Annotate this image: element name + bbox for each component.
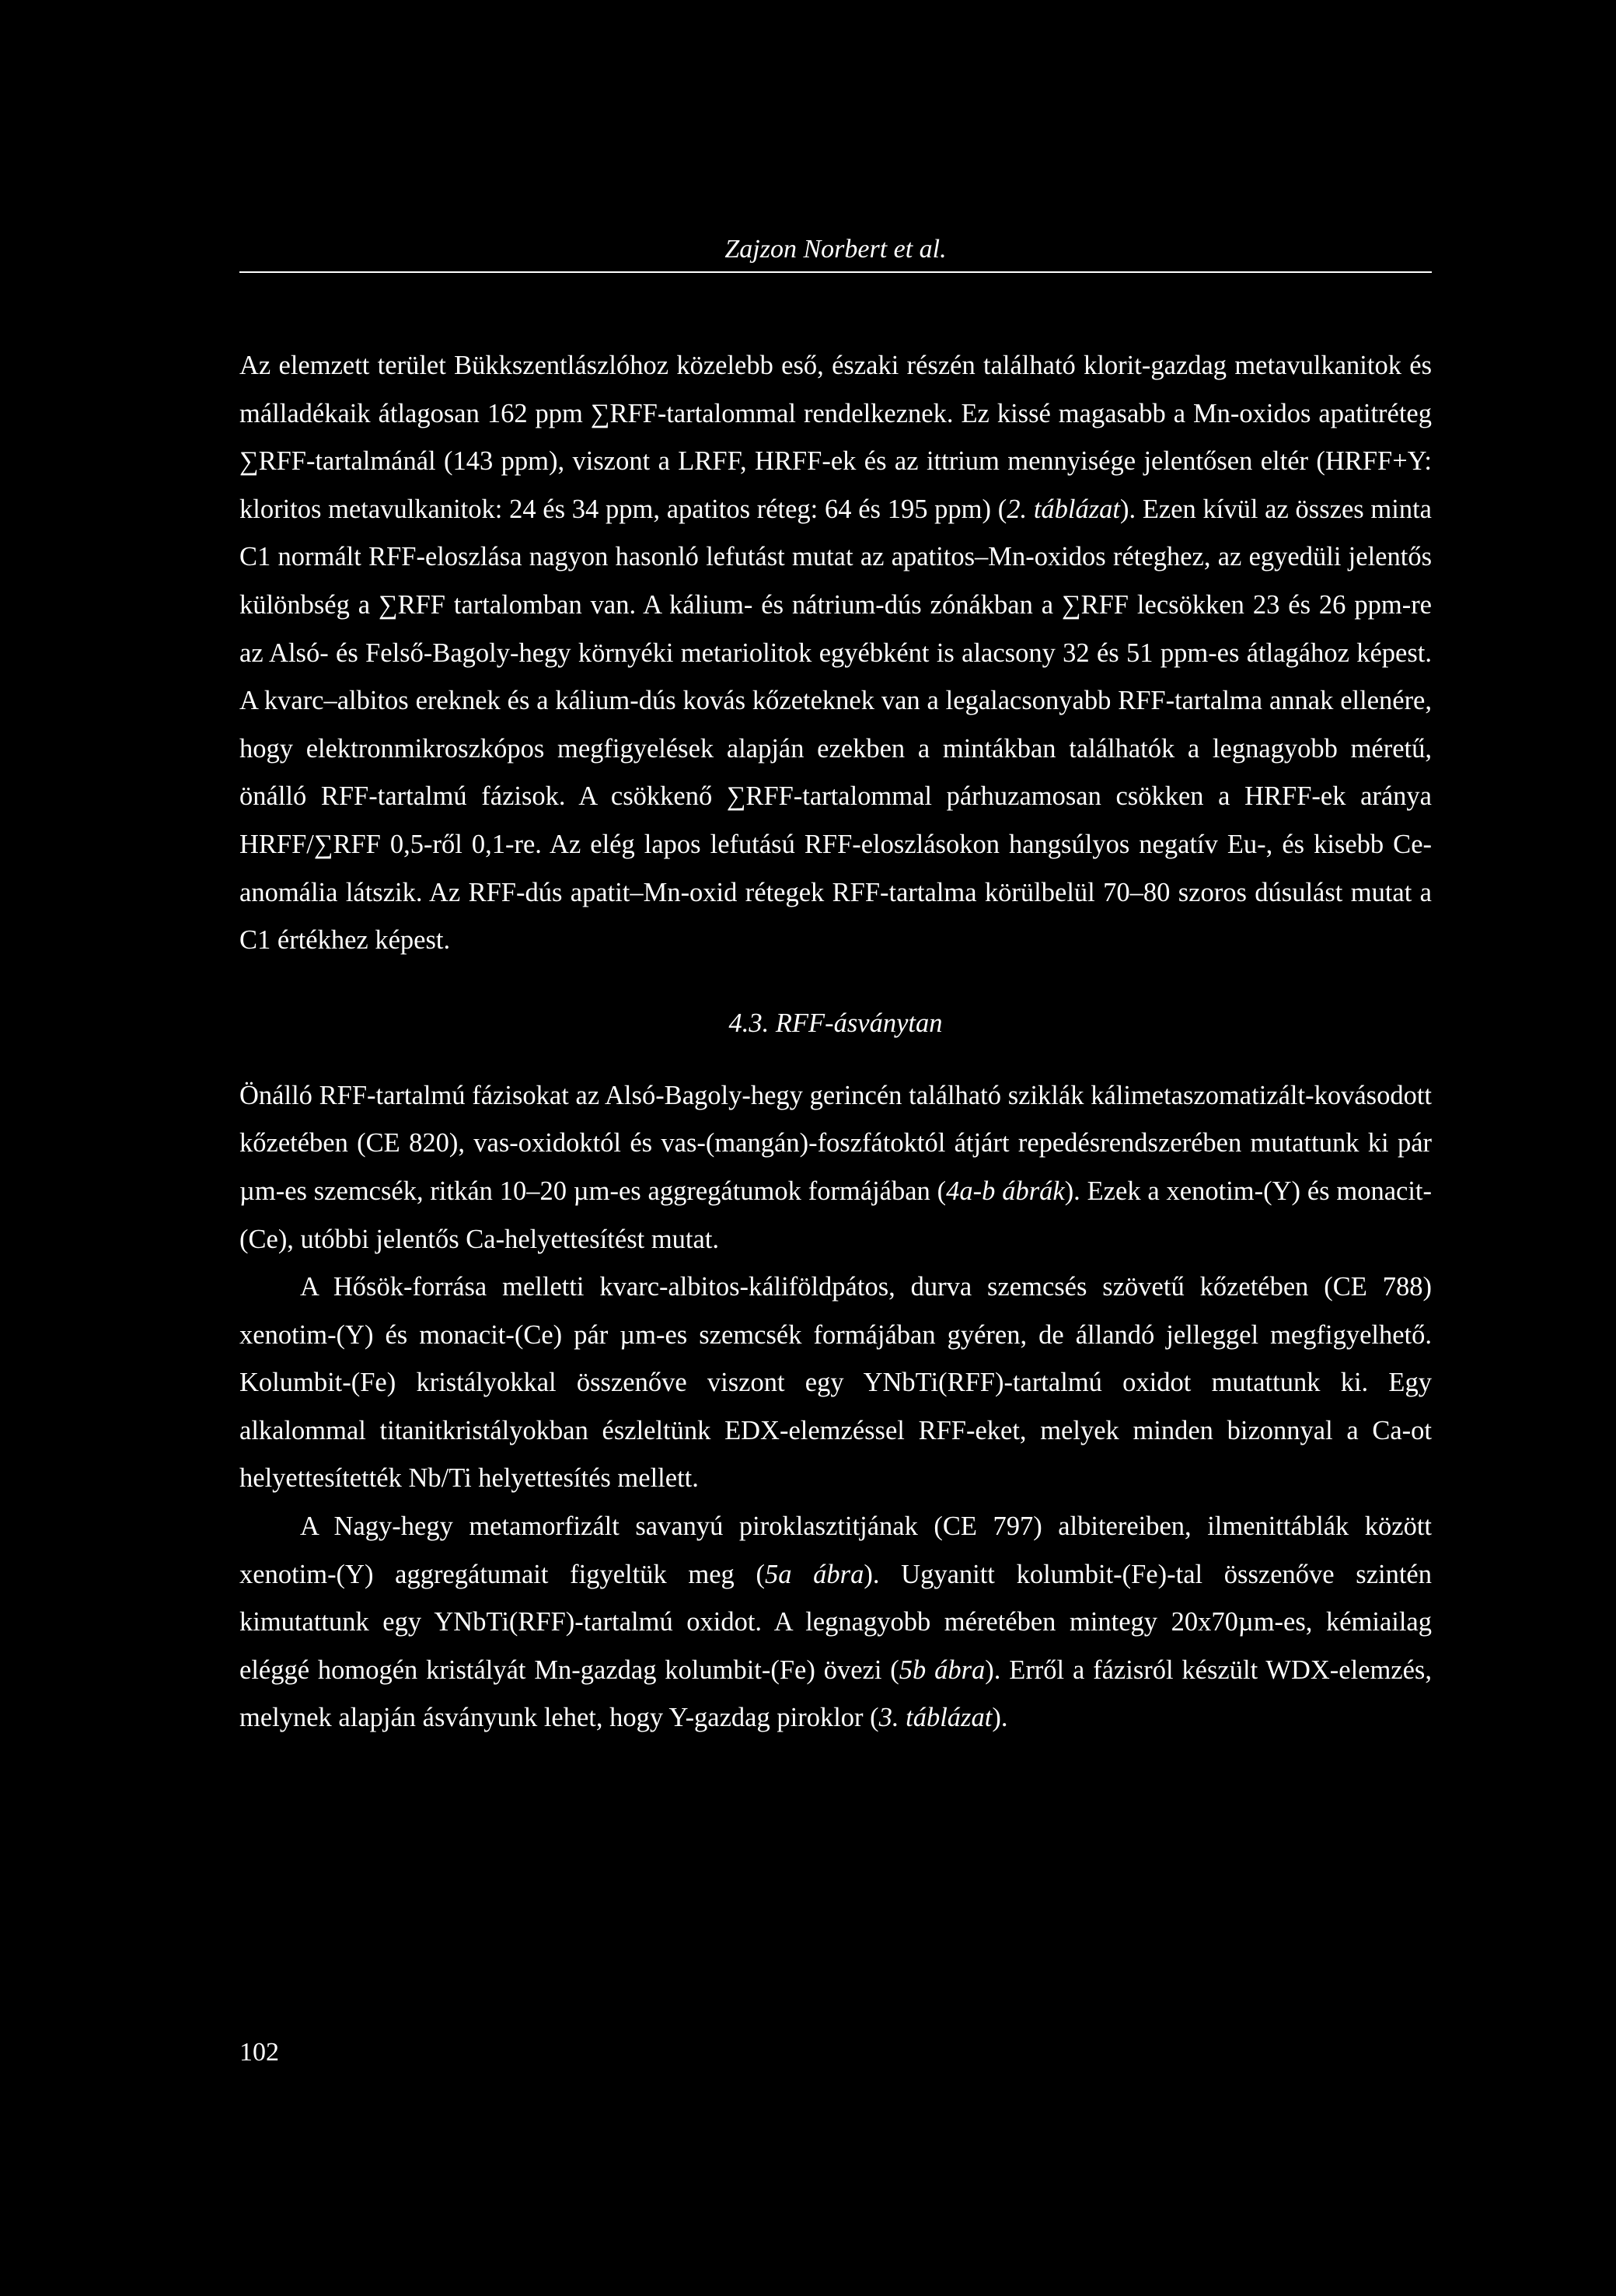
paragraph-text: Önálló RFF-tartalmú fázisokat az Alsó-Bagoly-hegy gerincén található sziklák kálimetaszomatizált-kovásodott kőzetében (CE 820), vas-oxidoktól és vas-(mangán)-foszfátoktól átjárt repedésrendszerében mutattunk ki pár µm-es szemcsék, ritkán 10–20 µm-es aggregátumok formájában ( (239, 1080, 1432, 1206)
paragraph-text: ). (992, 1703, 1008, 1733)
paragraph-rff-content (239, 342, 1432, 965)
body-text (239, 342, 1432, 1742)
paragraph-text: Az elemzett terület Bükkszentlászlóhoz közelebb eső, északi részén található klorit-gazdag metavulkanitok és málladékaik átlagosan 162 ppm ∑RFF-tartalommal rendelkeznek. Ez kissé magasabb a Mn-oxidos apatitréteg ∑RFF-tartalmánál (143 ppm), viszont a LRFF, HRFF-ek és az ittrium mennyisége jelentősen eltér (HRFF+Y: kloritos metavulkanitok: 24 és 34 ppm, apatitos réteg: 64 és 195 ppm) ( (239, 351, 1432, 524)
paragraph-text: A Nagy-hegy metamorfizált savanyú piroklasztitjának (CE 797) albitereiben, ilmenittáblák között xenotim-(Y) aggregátumait figyeltük meg ( (239, 1511, 1432, 1589)
paragraph-text: A Hősök-forrása melletti kvarc-albitos-káliföldpátos, durva szemcsés szövetű kőzetében (CE 788) xenotim-(Y) és monacit-(Ce) pár µm-es szemcsék formájában gyéren, de állandó jelleggel megfigyelhető. Kolumbit-(Fe) kristályokkal összenőve viszont egy YNbTi(RFF)-tartalmú oxidot mutattunk ki. Egy alkalommal titanitkristályokban észleltünk EDX-elemzéssel RFF-eket, melyek minden bizonnyal a Ca-ot helyettesítették Nb/Ti helyettesítés mellett. (239, 1272, 1432, 1494)
figure-reference: 5a ábra (764, 1559, 864, 1589)
paragraph-text: ). Ezek a xenotim-(Y) és monacit-(Ce), utóbbi jelentős Ca-helyettesítést mutat. (239, 1176, 1433, 1254)
table-reference: 3. táblázat (878, 1703, 993, 1733)
page-number: 102 (239, 2038, 279, 2067)
paragraph-text: ). Erről a fázisról készült WDX-elemzés, melynek alapján ásványunk lehet, hogy Y-gazdag piroklor ( (239, 1655, 1432, 1733)
header-divider (239, 271, 1432, 273)
running-head: Zajzon Norbert et al. (724, 235, 947, 264)
paragraph-nagy-hegy (239, 1503, 1432, 1742)
paragraph-hosok-forrasa (239, 1263, 1432, 1503)
table-reference: 2. táblázat (1007, 494, 1121, 524)
figure-reference: 4a-b ábrák (946, 1176, 1065, 1206)
figure-reference: 5b ábra (899, 1655, 986, 1685)
paragraph-rff-phases (239, 1072, 1432, 1263)
paragraph-text: ). Ugyanitt kolumbit-(Fe)-tal összenőve szintén kimutattunk egy YNbTi(RFF)-tartalmú oxidot. A legnagyobb méretében mintegy 20x70µm-es, kémiailag eléggé homogén kristályát Mn-gazdag kolumbit-(Fe) övezi ( (239, 1559, 1432, 1685)
section-heading: 4.3. RFF-ásványtan (728, 1008, 943, 1038)
paragraph-text: ). Ezen kívül az összes minta C1 normált RFF-eloszlása nagyon hasonló lefutást mutat az apatitos–Mn-oxidos réteghez, az egyedüli jelentős különbség a ∑RFF tartalomban van. A kálium- és nátrium-dús zónákban a ∑RFF lecsökken 23 és 26 ppm-re az Alsó- és Felső-Bagoly-hegy környéki metariolitok egyébként is alacsony 32 és 51 ppm-es átlagához képest. A kvarc–albitos ereknek és a kálium-dús kovás kőzeteknek van a legalacsonyabb RFF-tartalma annak ellenére, hogy elektronmikroszkópos megfigyelések alapján ezekben a mintákban találhatók a legnagyobb méretű, önálló RFF-tartalmú fázisok. A csökkenő ∑RFF-tartalommal párhuzamosan csökken a HRFF-ek aránya HRFF/∑RFF 0,5-ről 0,1-re. Az elég lapos lefutású RFF-eloszlásokon hangsúlyos negatív Eu-, és kisebb Ce-anomália látszik. Az RFF-dús apatit–Mn-oxid rétegek RFF-tartalma körülbelül 70–80 szoros dúsulást mutat a C1 értékhez képest. (239, 494, 1432, 956)
